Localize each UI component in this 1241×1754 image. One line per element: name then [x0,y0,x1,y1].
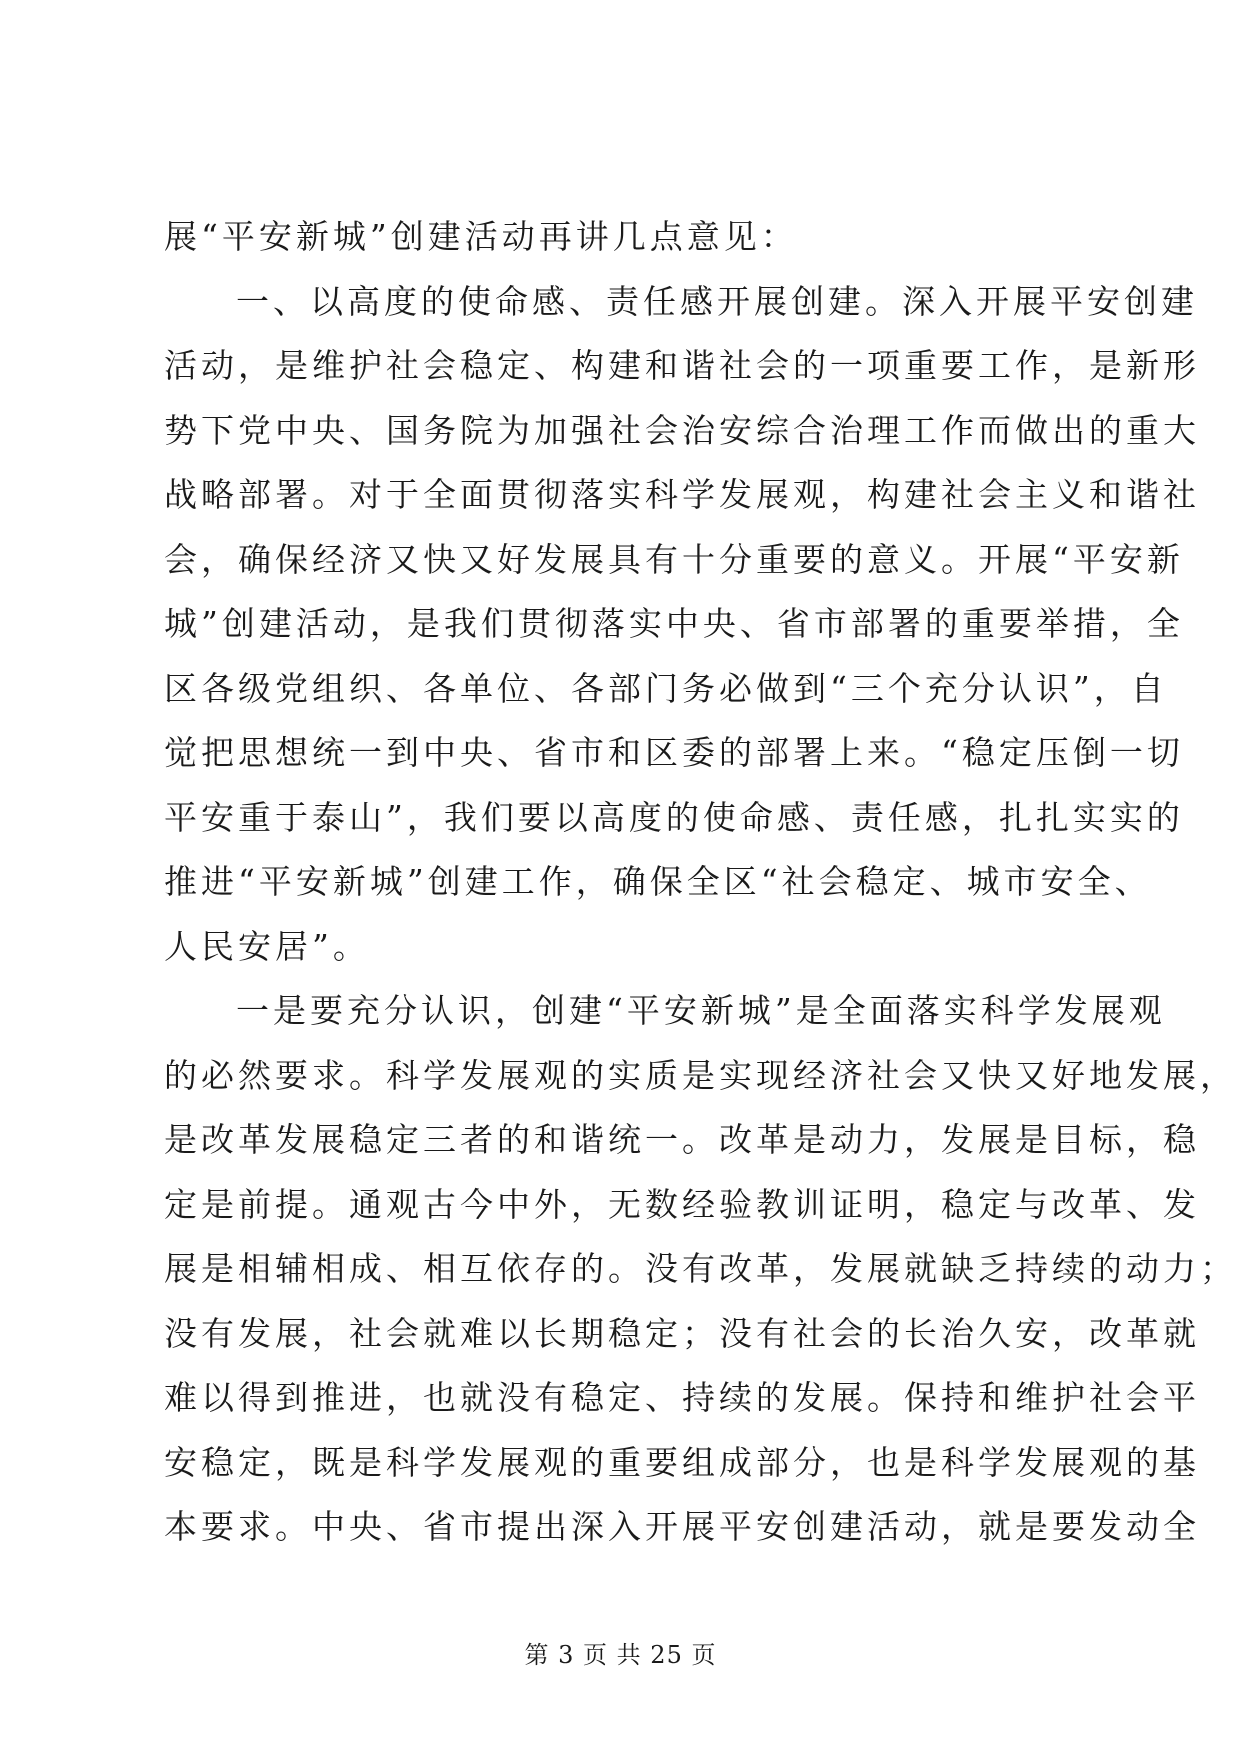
text-line: 没有发展，社会就难以长期稳定；没有社会的长治久安，改革就 [164,1313,1200,1353]
text-line: 觉把思想统一到中央、省市和区委的部署上来。“稳定压倒一切 [164,733,1184,772]
text-line: 势下党中央、国务院为加强社会治安综合治理工作而做出的重大 [164,410,1200,450]
text-line: 本要求。中央、省市提出深入开展平安创建活动，就是要发动全 [164,1507,1200,1546]
page-number-footer: 第 3 页 共 25 页 [524,1641,717,1669]
text-line: 城”创建活动，是我们贯彻落实中央、省市部署的重要举措，全 [164,604,1184,643]
text-line: 难以得到推进，也就没有稳定、持续的发展。保持和维护社会平 [164,1378,1200,1417]
text-line: 活动，是维护社会稳定、构建和谐社会的一项重要工作，是新形 [164,346,1200,385]
text-line: 人民安居”。 [164,926,370,966]
text-line: 推进“平安新城”创建工作，确保全区“社会稳定、城市安全、 [164,862,1152,901]
text-line: 是改革发展稳定三者的和谐统一。改革是动力，发展是目标，稳 [164,1120,1200,1159]
text-line: 平安重于泰山”，我们要以高度的使命感、责任感，扎扎实实的 [164,797,1184,837]
text-line: 定是前提。通观古今中外，无数经验教训证明，稳定与改革、发 [164,1184,1200,1224]
text-line: 区各级党组织、各单位、各部门务必做到“三个充分认识”，自 [164,668,1168,708]
text-line: 安稳定，既是科学发展观的重要组成部分，也是科学发展观的基 [164,1442,1200,1482]
text-line: 一是要充分认识，创建“平安新城”是全面落实科学发展观 [236,991,1166,1030]
text-line: 战略部署。对于全面贯彻落实科学发展观，构建社会主义和谐社 [164,475,1200,514]
document-body [164,205,1237,1560]
text-line: 展“平安新城”创建活动再讲几点意见： [164,217,798,256]
text-line: 的必然要求。科学发展观的实质是实现经济社会又快又好地发展， [164,1055,1237,1095]
text-line: 一、以高度的使命感、责任感开展创建。深入开展平安创建 [236,281,1198,321]
text-line: 会，确保经济又快又好发展具有十分重要的意义。开展“平安新 [164,539,1184,579]
text-line: 展是相辅相成、相互依存的。没有改革，发展就缺乏持续的动力； [164,1249,1237,1288]
